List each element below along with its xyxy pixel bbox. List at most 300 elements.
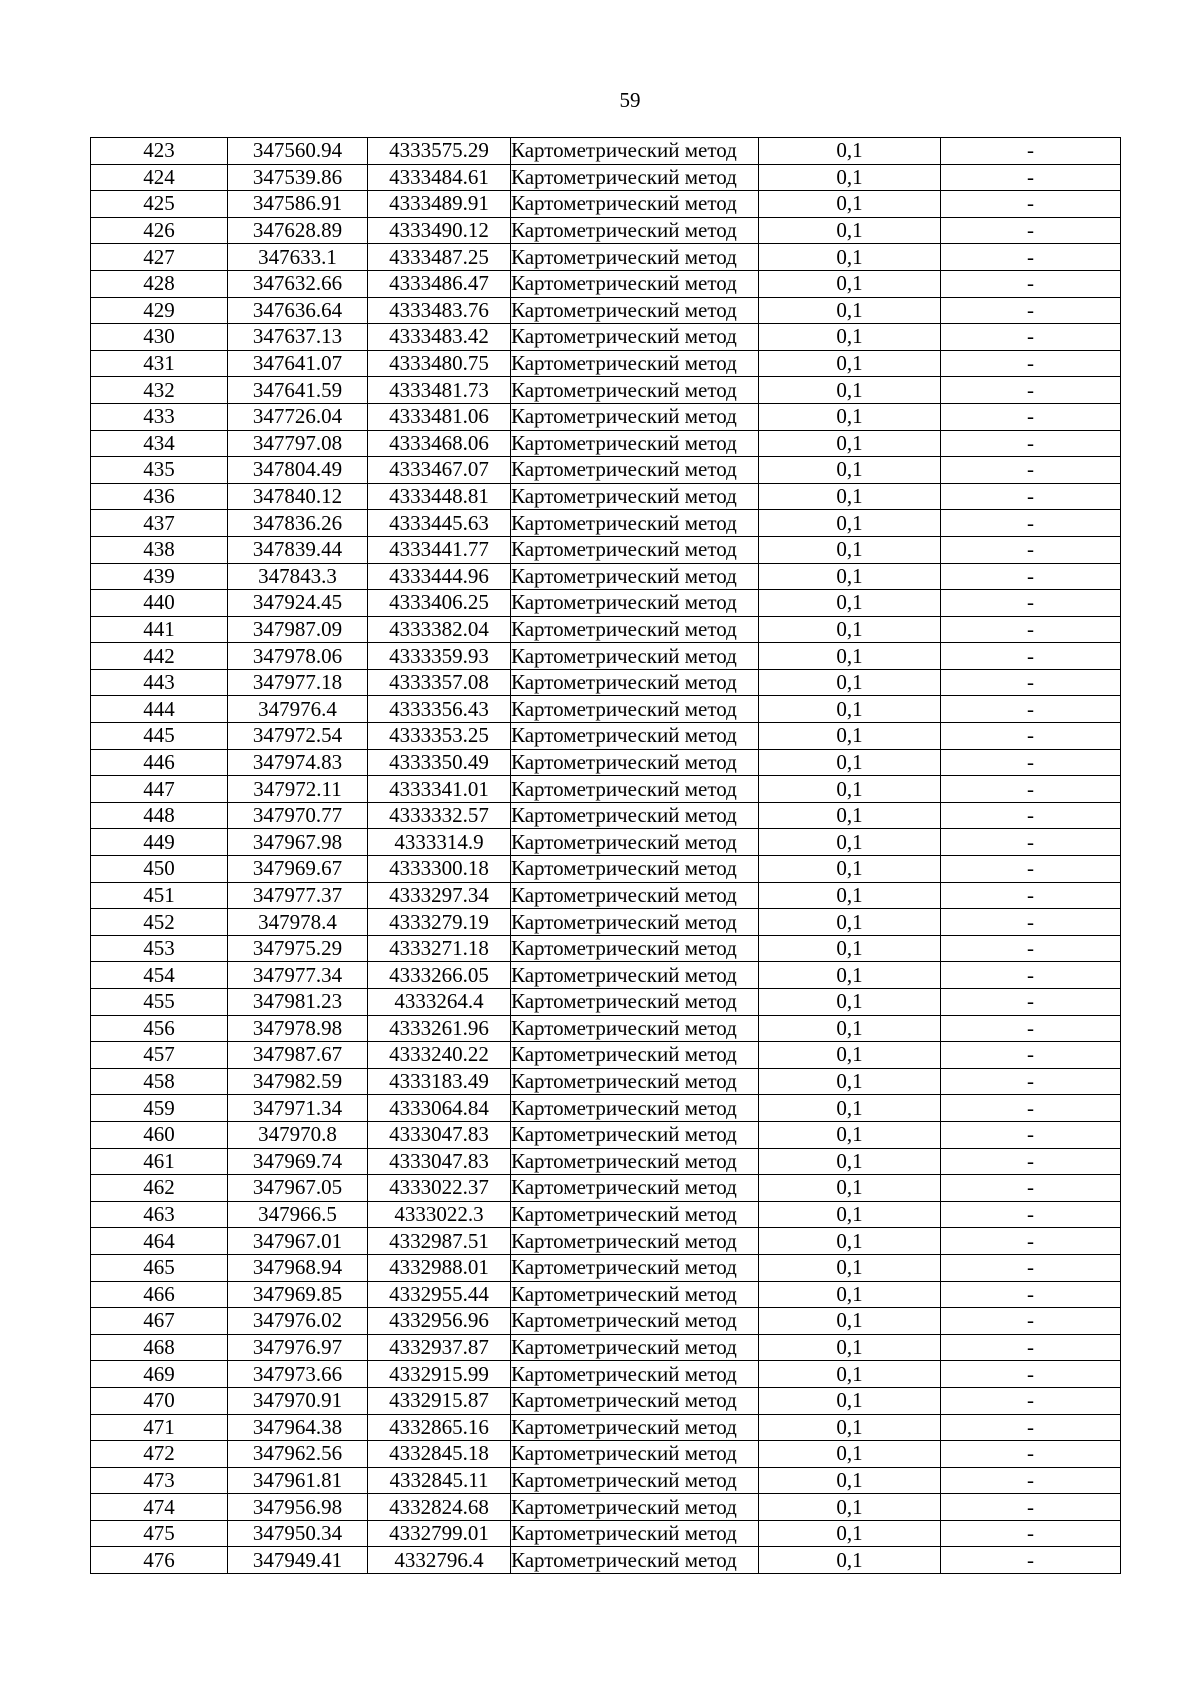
x-coordinate-cell: 347967.01 xyxy=(228,1228,368,1255)
method-cell: Картометрический метод xyxy=(511,350,759,377)
x-coordinate-cell: 347843.3 xyxy=(228,563,368,590)
accuracy-cell: 0,1 xyxy=(759,1281,941,1308)
table-row xyxy=(91,696,1121,723)
accuracy-cell: 0,1 xyxy=(759,1387,941,1414)
x-coordinate-cell: 347976.97 xyxy=(228,1334,368,1361)
description-cell: - xyxy=(941,510,1121,537)
table-row xyxy=(91,1414,1121,1441)
description-cell: - xyxy=(941,324,1121,351)
x-coordinate-cell: 347971.34 xyxy=(228,1095,368,1122)
method-cell: Картометрический метод xyxy=(511,749,759,776)
method-cell: Картометрический метод xyxy=(511,430,759,457)
x-coordinate-cell: 347636.64 xyxy=(228,297,368,324)
accuracy-cell: 0,1 xyxy=(759,350,941,377)
x-coordinate-cell: 347970.77 xyxy=(228,802,368,829)
description-cell: - xyxy=(941,909,1121,936)
table-row xyxy=(91,829,1121,856)
y-coordinate-cell: 4333266.05 xyxy=(368,962,511,989)
accuracy-cell: 0,1 xyxy=(759,1121,941,1148)
y-coordinate-cell: 4333490.12 xyxy=(368,217,511,244)
y-coordinate-cell: 4333441.77 xyxy=(368,536,511,563)
y-coordinate-cell: 4333183.49 xyxy=(368,1068,511,1095)
point-number-cell: 457 xyxy=(91,1042,228,1069)
accuracy-cell: 0,1 xyxy=(759,882,941,909)
accuracy-cell: 0,1 xyxy=(759,590,941,617)
method-cell: Картометрический метод xyxy=(511,696,759,723)
x-coordinate-cell: 347978.98 xyxy=(228,1015,368,1042)
accuracy-cell: 0,1 xyxy=(759,1068,941,1095)
table-row xyxy=(91,244,1121,271)
table-row xyxy=(91,1175,1121,1202)
description-cell: - xyxy=(941,616,1121,643)
accuracy-cell: 0,1 xyxy=(759,776,941,803)
y-coordinate-cell: 4333047.83 xyxy=(368,1148,511,1175)
table-row xyxy=(91,1334,1121,1361)
accuracy-cell: 0,1 xyxy=(759,723,941,750)
point-number-cell: 423 xyxy=(91,138,228,165)
accuracy-cell: 0,1 xyxy=(759,1494,941,1521)
description-cell: - xyxy=(941,217,1121,244)
point-number-cell: 442 xyxy=(91,643,228,670)
method-cell: Картометрический метод xyxy=(511,138,759,165)
description-cell: - xyxy=(941,723,1121,750)
point-number-cell: 425 xyxy=(91,191,228,218)
description-cell: - xyxy=(941,1281,1121,1308)
accuracy-cell: 0,1 xyxy=(759,270,941,297)
point-number-cell: 430 xyxy=(91,324,228,351)
y-coordinate-cell: 4333357.08 xyxy=(368,669,511,696)
description-cell: - xyxy=(941,1148,1121,1175)
accuracy-cell: 0,1 xyxy=(759,377,941,404)
point-number-cell: 454 xyxy=(91,962,228,989)
method-cell: Картометрический метод xyxy=(511,270,759,297)
table-row xyxy=(91,643,1121,670)
x-coordinate-cell: 347633.1 xyxy=(228,244,368,271)
y-coordinate-cell: 4333264.4 xyxy=(368,989,511,1016)
method-cell: Картометрический метод xyxy=(511,1334,759,1361)
method-cell: Картометрический метод xyxy=(511,457,759,484)
table-row xyxy=(91,483,1121,510)
description-cell: - xyxy=(941,1334,1121,1361)
accuracy-cell: 0,1 xyxy=(759,1361,941,1388)
accuracy-cell: 0,1 xyxy=(759,962,941,989)
table-row xyxy=(91,270,1121,297)
x-coordinate-cell: 347978.4 xyxy=(228,909,368,936)
point-number-cell: 447 xyxy=(91,776,228,803)
description-cell: - xyxy=(941,1015,1121,1042)
accuracy-cell: 0,1 xyxy=(759,802,941,829)
accuracy-cell: 0,1 xyxy=(759,616,941,643)
x-coordinate-cell: 347982.59 xyxy=(228,1068,368,1095)
accuracy-cell: 0,1 xyxy=(759,1175,941,1202)
y-coordinate-cell: 4333483.76 xyxy=(368,297,511,324)
accuracy-cell: 0,1 xyxy=(759,1015,941,1042)
description-cell: - xyxy=(941,802,1121,829)
point-number-cell: 476 xyxy=(91,1547,228,1574)
point-number-cell: 466 xyxy=(91,1281,228,1308)
y-coordinate-cell: 4333271.18 xyxy=(368,935,511,962)
method-cell: Картометрический метод xyxy=(511,856,759,883)
table-row xyxy=(91,1547,1121,1574)
coordinates-table-body xyxy=(91,138,1121,1574)
accuracy-cell: 0,1 xyxy=(759,1095,941,1122)
point-number-cell: 455 xyxy=(91,989,228,1016)
point-number-cell: 426 xyxy=(91,217,228,244)
table-row xyxy=(91,1068,1121,1095)
method-cell: Картометрический метод xyxy=(511,1015,759,1042)
accuracy-cell: 0,1 xyxy=(759,138,941,165)
method-cell: Картометрический метод xyxy=(511,1095,759,1122)
point-number-cell: 435 xyxy=(91,457,228,484)
point-number-cell: 437 xyxy=(91,510,228,537)
x-coordinate-cell: 347969.85 xyxy=(228,1281,368,1308)
description-cell: - xyxy=(941,882,1121,909)
point-number-cell: 462 xyxy=(91,1175,228,1202)
point-number-cell: 438 xyxy=(91,536,228,563)
x-coordinate-cell: 347972.54 xyxy=(228,723,368,750)
x-coordinate-cell: 347632.66 xyxy=(228,270,368,297)
y-coordinate-cell: 4333487.25 xyxy=(368,244,511,271)
point-number-cell: 459 xyxy=(91,1095,228,1122)
x-coordinate-cell: 347726.04 xyxy=(228,403,368,430)
point-number-cell: 428 xyxy=(91,270,228,297)
y-coordinate-cell: 4333047.83 xyxy=(368,1121,511,1148)
y-coordinate-cell: 4332937.87 xyxy=(368,1334,511,1361)
method-cell: Картометрический метод xyxy=(511,776,759,803)
accuracy-cell: 0,1 xyxy=(759,1547,941,1574)
y-coordinate-cell: 4333279.19 xyxy=(368,909,511,936)
point-number-cell: 441 xyxy=(91,616,228,643)
method-cell: Картометрический метод xyxy=(511,669,759,696)
point-number-cell: 434 xyxy=(91,430,228,457)
method-cell: Картометрический метод xyxy=(511,1494,759,1521)
table-row xyxy=(91,191,1121,218)
y-coordinate-cell: 4332915.87 xyxy=(368,1387,511,1414)
method-cell: Картометрический метод xyxy=(511,829,759,856)
y-coordinate-cell: 4333481.06 xyxy=(368,403,511,430)
y-coordinate-cell: 4332799.01 xyxy=(368,1520,511,1547)
description-cell: - xyxy=(941,1547,1121,1574)
accuracy-cell: 0,1 xyxy=(759,696,941,723)
method-cell: Картометрический метод xyxy=(511,324,759,351)
accuracy-cell: 0,1 xyxy=(759,1148,941,1175)
accuracy-cell: 0,1 xyxy=(759,1254,941,1281)
description-cell: - xyxy=(941,191,1121,218)
y-coordinate-cell: 4332987.51 xyxy=(368,1228,511,1255)
method-cell: Картометрический метод xyxy=(511,1068,759,1095)
y-coordinate-cell: 4333350.49 xyxy=(368,749,511,776)
description-cell: - xyxy=(941,377,1121,404)
x-coordinate-cell: 347924.45 xyxy=(228,590,368,617)
y-coordinate-cell: 4333240.22 xyxy=(368,1042,511,1069)
x-coordinate-cell: 347987.09 xyxy=(228,616,368,643)
table-row xyxy=(91,164,1121,191)
accuracy-cell: 0,1 xyxy=(759,483,941,510)
x-coordinate-cell: 347949.41 xyxy=(228,1547,368,1574)
y-coordinate-cell: 4333448.81 xyxy=(368,483,511,510)
description-cell: - xyxy=(941,1068,1121,1095)
point-number-cell: 439 xyxy=(91,563,228,590)
table-row xyxy=(91,590,1121,617)
table-row xyxy=(91,935,1121,962)
accuracy-cell: 0,1 xyxy=(759,1467,941,1494)
point-number-cell: 458 xyxy=(91,1068,228,1095)
x-coordinate-cell: 347972.11 xyxy=(228,776,368,803)
table-row xyxy=(91,669,1121,696)
point-number-cell: 446 xyxy=(91,749,228,776)
y-coordinate-cell: 4333297.34 xyxy=(368,882,511,909)
method-cell: Картометрический метод xyxy=(511,1387,759,1414)
description-cell: - xyxy=(941,856,1121,883)
method-cell: Картометрический метод xyxy=(511,164,759,191)
table-row xyxy=(91,1228,1121,1255)
y-coordinate-cell: 4333064.84 xyxy=(368,1095,511,1122)
table-row xyxy=(91,962,1121,989)
table-row xyxy=(91,324,1121,351)
x-coordinate-cell: 347641.07 xyxy=(228,350,368,377)
description-cell: - xyxy=(941,483,1121,510)
accuracy-cell: 0,1 xyxy=(759,749,941,776)
method-cell: Картометрический метод xyxy=(511,1441,759,1468)
x-coordinate-cell: 347804.49 xyxy=(228,457,368,484)
table-row xyxy=(91,749,1121,776)
method-cell: Картометрический метод xyxy=(511,1308,759,1335)
point-number-cell: 443 xyxy=(91,669,228,696)
table-row xyxy=(91,989,1121,1016)
method-cell: Картометрический метод xyxy=(511,1148,759,1175)
x-coordinate-cell: 347586.91 xyxy=(228,191,368,218)
point-number-cell: 427 xyxy=(91,244,228,271)
y-coordinate-cell: 4333353.25 xyxy=(368,723,511,750)
y-coordinate-cell: 4333480.75 xyxy=(368,350,511,377)
table-row xyxy=(91,563,1121,590)
description-cell: - xyxy=(941,829,1121,856)
accuracy-cell: 0,1 xyxy=(759,643,941,670)
point-number-cell: 473 xyxy=(91,1467,228,1494)
point-number-cell: 449 xyxy=(91,829,228,856)
x-coordinate-cell: 347977.34 xyxy=(228,962,368,989)
description-cell: - xyxy=(941,244,1121,271)
description-cell: - xyxy=(941,138,1121,165)
table-row xyxy=(91,536,1121,563)
table-row xyxy=(91,776,1121,803)
x-coordinate-cell: 347962.56 xyxy=(228,1441,368,1468)
table-row xyxy=(91,1281,1121,1308)
table-row xyxy=(91,1361,1121,1388)
x-coordinate-cell: 347981.23 xyxy=(228,989,368,1016)
point-number-cell: 450 xyxy=(91,856,228,883)
table-row xyxy=(91,909,1121,936)
table-row xyxy=(91,1148,1121,1175)
method-cell: Картометрический метод xyxy=(511,935,759,962)
y-coordinate-cell: 4333467.07 xyxy=(368,457,511,484)
x-coordinate-cell: 347840.12 xyxy=(228,483,368,510)
x-coordinate-cell: 347976.02 xyxy=(228,1308,368,1335)
y-coordinate-cell: 4332956.96 xyxy=(368,1308,511,1335)
table-row xyxy=(91,403,1121,430)
x-coordinate-cell: 347560.94 xyxy=(228,138,368,165)
accuracy-cell: 0,1 xyxy=(759,324,941,351)
table-row xyxy=(91,217,1121,244)
method-cell: Картометрический метод xyxy=(511,723,759,750)
point-number-cell: 448 xyxy=(91,802,228,829)
point-number-cell: 456 xyxy=(91,1015,228,1042)
table-row xyxy=(91,350,1121,377)
y-coordinate-cell: 4333483.42 xyxy=(368,324,511,351)
table-row xyxy=(91,882,1121,909)
description-cell: - xyxy=(941,935,1121,962)
method-cell: Картометрический метод xyxy=(511,297,759,324)
x-coordinate-cell: 347977.18 xyxy=(228,669,368,696)
accuracy-cell: 0,1 xyxy=(759,457,941,484)
x-coordinate-cell: 347836.26 xyxy=(228,510,368,537)
y-coordinate-cell: 4332824.68 xyxy=(368,1494,511,1521)
point-number-cell: 452 xyxy=(91,909,228,936)
method-cell: Картометрический метод xyxy=(511,590,759,617)
point-number-cell: 453 xyxy=(91,935,228,962)
y-coordinate-cell: 4332865.16 xyxy=(368,1414,511,1441)
x-coordinate-cell: 347975.29 xyxy=(228,935,368,962)
accuracy-cell: 0,1 xyxy=(759,1201,941,1228)
x-coordinate-cell: 347956.98 xyxy=(228,1494,368,1521)
description-cell: - xyxy=(941,1201,1121,1228)
accuracy-cell: 0,1 xyxy=(759,164,941,191)
y-coordinate-cell: 4332915.99 xyxy=(368,1361,511,1388)
method-cell: Картометрический метод xyxy=(511,1254,759,1281)
accuracy-cell: 0,1 xyxy=(759,563,941,590)
method-cell: Картометрический метод xyxy=(511,909,759,936)
point-number-cell: 445 xyxy=(91,723,228,750)
table-row xyxy=(91,430,1121,457)
description-cell: - xyxy=(941,297,1121,324)
table-row xyxy=(91,616,1121,643)
x-coordinate-cell: 347968.94 xyxy=(228,1254,368,1281)
accuracy-cell: 0,1 xyxy=(759,191,941,218)
x-coordinate-cell: 347974.83 xyxy=(228,749,368,776)
method-cell: Картометрический метод xyxy=(511,962,759,989)
x-coordinate-cell: 347641.59 xyxy=(228,377,368,404)
y-coordinate-cell: 4333444.96 xyxy=(368,563,511,590)
table-row xyxy=(91,1121,1121,1148)
description-cell: - xyxy=(941,590,1121,617)
point-number-cell: 471 xyxy=(91,1414,228,1441)
table-row xyxy=(91,1308,1121,1335)
x-coordinate-cell: 347637.13 xyxy=(228,324,368,351)
description-cell: - xyxy=(941,643,1121,670)
accuracy-cell: 0,1 xyxy=(759,829,941,856)
method-cell: Картометрический метод xyxy=(511,1547,759,1574)
table-row xyxy=(91,1467,1121,1494)
accuracy-cell: 0,1 xyxy=(759,1228,941,1255)
y-coordinate-cell: 4333468.06 xyxy=(368,430,511,457)
y-coordinate-cell: 4332955.44 xyxy=(368,1281,511,1308)
table-row xyxy=(91,510,1121,537)
y-coordinate-cell: 4333489.91 xyxy=(368,191,511,218)
description-cell: - xyxy=(941,1175,1121,1202)
y-coordinate-cell: 4333022.3 xyxy=(368,1201,511,1228)
method-cell: Картометрический метод xyxy=(511,483,759,510)
y-coordinate-cell: 4333359.93 xyxy=(368,643,511,670)
point-number-cell: 464 xyxy=(91,1228,228,1255)
method-cell: Картометрический метод xyxy=(511,563,759,590)
accuracy-cell: 0,1 xyxy=(759,297,941,324)
description-cell: - xyxy=(941,1121,1121,1148)
method-cell: Картометрический метод xyxy=(511,536,759,563)
y-coordinate-cell: 4333022.37 xyxy=(368,1175,511,1202)
accuracy-cell: 0,1 xyxy=(759,1414,941,1441)
method-cell: Картометрический метод xyxy=(511,1042,759,1069)
point-number-cell: 475 xyxy=(91,1520,228,1547)
y-coordinate-cell: 4332845.11 xyxy=(368,1467,511,1494)
accuracy-cell: 0,1 xyxy=(759,1441,941,1468)
x-coordinate-cell: 347961.81 xyxy=(228,1467,368,1494)
description-cell: - xyxy=(941,1467,1121,1494)
description-cell: - xyxy=(941,1361,1121,1388)
x-coordinate-cell: 347978.06 xyxy=(228,643,368,670)
method-cell: Картометрический метод xyxy=(511,1520,759,1547)
accuracy-cell: 0,1 xyxy=(759,989,941,1016)
description-cell: - xyxy=(941,563,1121,590)
description-cell: - xyxy=(941,749,1121,776)
accuracy-cell: 0,1 xyxy=(759,430,941,457)
method-cell: Картометрический метод xyxy=(511,1467,759,1494)
table-row xyxy=(91,297,1121,324)
y-coordinate-cell: 4333486.47 xyxy=(368,270,511,297)
table-row xyxy=(91,1015,1121,1042)
table-row xyxy=(91,1254,1121,1281)
accuracy-cell: 0,1 xyxy=(759,536,941,563)
accuracy-cell: 0,1 xyxy=(759,244,941,271)
method-cell: Картометрический метод xyxy=(511,802,759,829)
point-number-cell: 451 xyxy=(91,882,228,909)
x-coordinate-cell: 347839.44 xyxy=(228,536,368,563)
point-number-cell: 424 xyxy=(91,164,228,191)
description-cell: - xyxy=(941,430,1121,457)
method-cell: Картометрический метод xyxy=(511,510,759,537)
accuracy-cell: 0,1 xyxy=(759,1042,941,1069)
y-coordinate-cell: 4333445.63 xyxy=(368,510,511,537)
y-coordinate-cell: 4333481.73 xyxy=(368,377,511,404)
x-coordinate-cell: 347987.67 xyxy=(228,1042,368,1069)
method-cell: Картометрический метод xyxy=(511,1281,759,1308)
page-number: 59 xyxy=(619,88,641,112)
method-cell: Картометрический метод xyxy=(511,643,759,670)
point-number-cell: 431 xyxy=(91,350,228,377)
table-row xyxy=(91,138,1121,165)
description-cell: - xyxy=(941,1042,1121,1069)
point-number-cell: 433 xyxy=(91,403,228,430)
method-cell: Картометрический метод xyxy=(511,882,759,909)
accuracy-cell: 0,1 xyxy=(759,1334,941,1361)
accuracy-cell: 0,1 xyxy=(759,909,941,936)
method-cell: Картометрический метод xyxy=(511,989,759,1016)
description-cell: - xyxy=(941,536,1121,563)
description-cell: - xyxy=(941,1254,1121,1281)
table-row xyxy=(91,457,1121,484)
coordinates-table xyxy=(90,137,1121,1574)
x-coordinate-cell: 347950.34 xyxy=(228,1520,368,1547)
x-coordinate-cell: 347969.67 xyxy=(228,856,368,883)
y-coordinate-cell: 4333356.43 xyxy=(368,696,511,723)
method-cell: Картометрический метод xyxy=(511,616,759,643)
point-number-cell: 436 xyxy=(91,483,228,510)
table-row xyxy=(91,1520,1121,1547)
accuracy-cell: 0,1 xyxy=(759,510,941,537)
point-number-cell: 429 xyxy=(91,297,228,324)
y-coordinate-cell: 4333406.25 xyxy=(368,590,511,617)
method-cell: Картометрический метод xyxy=(511,1361,759,1388)
point-number-cell: 432 xyxy=(91,377,228,404)
